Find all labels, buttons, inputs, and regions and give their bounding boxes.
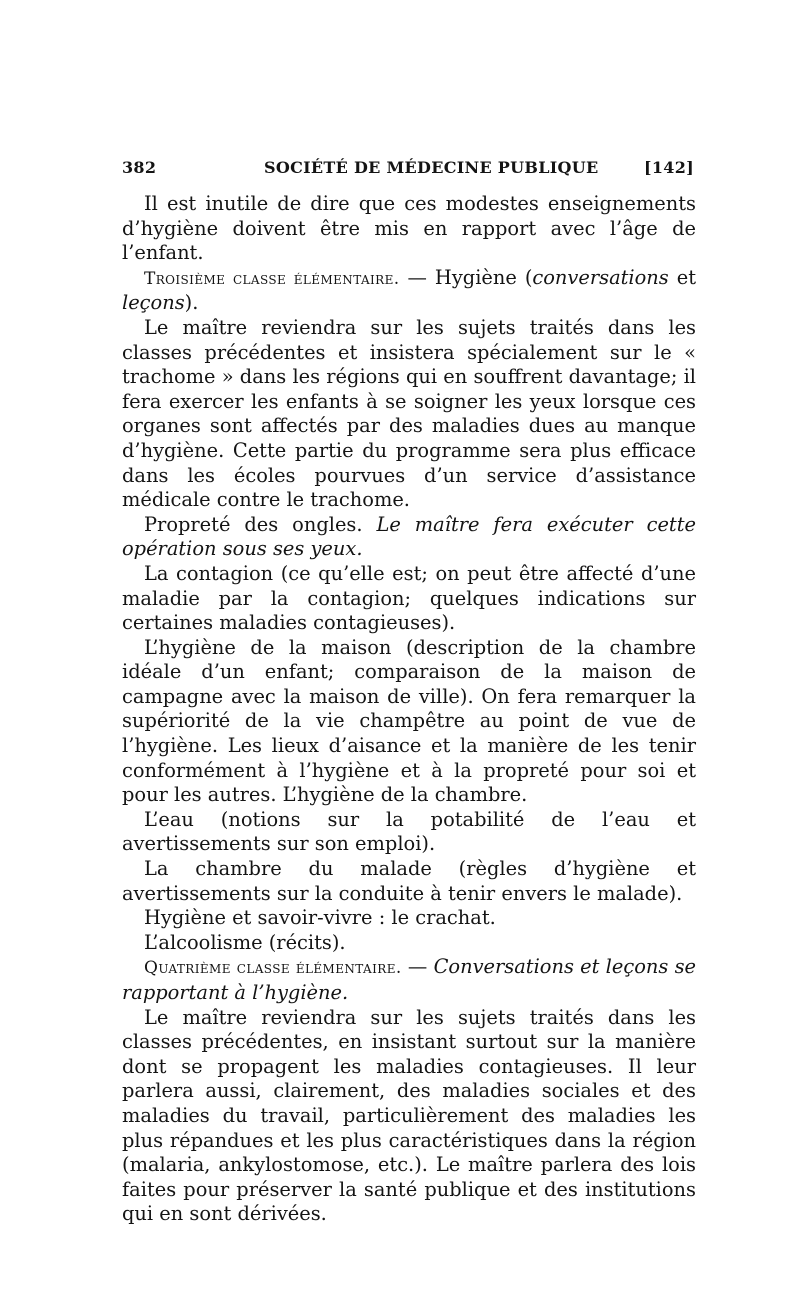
paragraph-alcoolisme: L’alcoolisme (récits).: [144, 930, 346, 954]
paragraph-malade: La chambre du malade (règles d’hygiène et avertissements sur la conduite à tenir envers le malade).: [122, 857, 696, 905]
running-title: SOCIÉTÉ DE MÉDECINE PUBLIQUE: [264, 158, 599, 177]
bracket-page-reference: [142]: [643, 158, 694, 177]
paragraph-eau: L’eau (notions sur la potabilité de l’eau et avertissements sur son emploi).: [122, 807, 696, 856]
paragraph-maison: L’hygiène de la maison (description de la chambre idéale d’un enfant; comparaison de la maison de campagne avec la maison de ville). On fera remarquer la supériorité de la vie champêtre au point de vue de l’hygiène. Les lieux d’aisance et la manière de les tenir conformément à l’hygiène et à la propreté pour soi et pour les autres. L’hygiène de la chambre.: [122, 635, 696, 807]
section-heading-third-class: Troisième classe élémentaire. — Hygiène (conversations et leçons).: [122, 265, 696, 315]
paragraph-intro: Il est inutile de dire que ces modestes enseignements d’hygiène doivent être mis en rapport avec l’âge de l’enfant.: [122, 192, 696, 265]
section-heading-fourth-class: Quatrième classe élémentaire. — Conversations et leçons se rapportant à l’hygiène.: [122, 955, 697, 1004]
paragraph-quatrieme: Le maître reviendra sur les sujets traités dans les classes précédentes, en insistant surtout sur la manière dont se propagent les maladies contagieuses. Il leur parlera aussi, clairement, des maladies sociales et des maladies du travail, particulièrement des maladies les plus répandues et les plus caractéristiques dans la région (malaria, ankylostomose, etc.). Le maître parlera des lois faites pour préserver la santé publique et des institutions qui en sont dérivées.: [122, 1005, 696, 1226]
body-text: [122, 192, 696, 1227]
running-header: [122, 158, 694, 182]
paragraph-contagion: La contagion (ce qu’elle est; on peut être affecté d’une maladie par la contagion; quelques indications sur certaines maladies contagieuses).: [122, 561, 696, 635]
paragraph-trachome: Le maître reviendra sur les sujets traités dans les classes précédentes et insistera spécialement sur le « trachome » dans les régions qui en souffrent davantage; il fera exercer les enfants à se soigner les yeux lorsque ces organes sont affectés par des maladies dues au manque d’hygiène. Cette partie du programme sera plus efficace dans les écoles pourvues d’un service d’assistance médicale contre le trachome.: [122, 315, 696, 512]
page-number: 382: [122, 158, 157, 177]
paragraph-ongles: Propreté des ongles. Le maître fera exécuter cette opération sous ses yeux.: [122, 512, 696, 561]
section-label: Troisième classe élémentaire.: [144, 268, 400, 289]
section-label: Quatrième classe élémentaire.: [144, 958, 402, 979]
paragraph-savoir-vivre: Hygiène et savoir-vivre : le crachat.: [144, 906, 496, 930]
